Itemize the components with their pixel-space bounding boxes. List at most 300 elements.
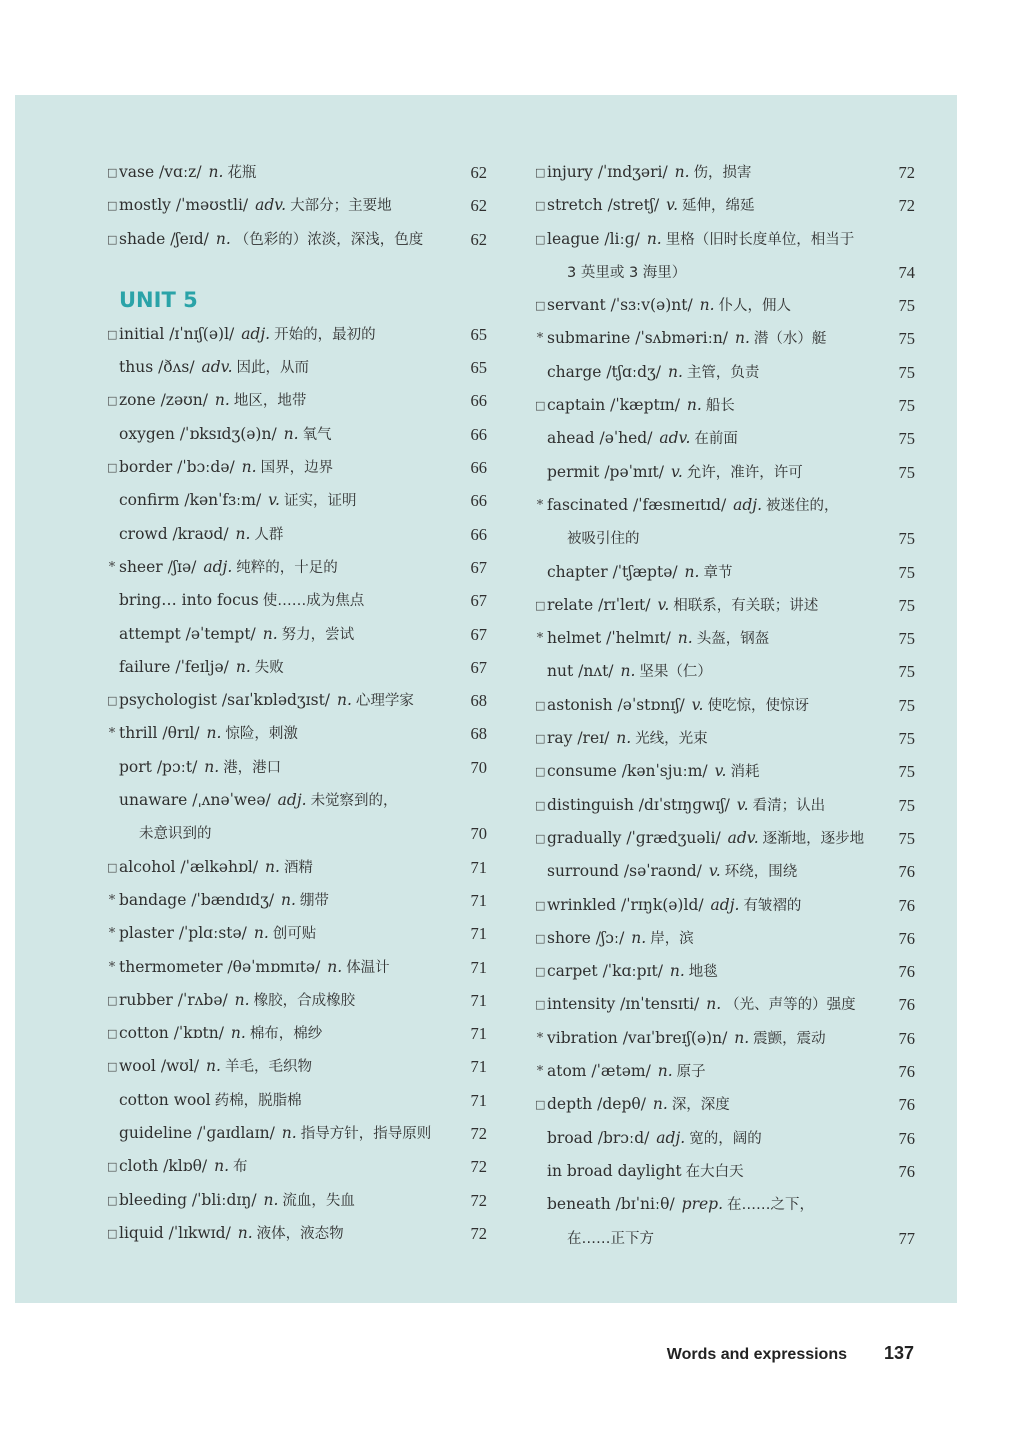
page-ref: 71 <box>470 1057 487 1077</box>
entry-text <box>119 584 447 618</box>
page-ref: 75 <box>898 362 915 382</box>
part-of-speech: adv. <box>255 196 287 215</box>
right-column <box>535 95 915 1255</box>
entry-text <box>135 817 447 851</box>
box-marker: □ <box>107 1027 118 1041</box>
page-ref: 75 <box>898 695 915 715</box>
vocab-entry <box>107 917 487 950</box>
part-of-speech: v. <box>691 695 704 714</box>
entry-text <box>119 351 447 385</box>
page-ref: 75 <box>898 396 915 416</box>
page-ref: 71 <box>470 957 487 977</box>
entry-text <box>119 1117 447 1151</box>
chinese-meaning: 液体，液态物 <box>256 1225 344 1242</box>
chinese-meaning: 酒精 <box>283 859 313 876</box>
chinese-meaning: 在……之下， <box>727 1197 815 1214</box>
chinese-meaning: 岸，滨 <box>650 930 694 947</box>
page-ref: 75 <box>898 296 915 316</box>
entry-text <box>119 951 447 985</box>
page-ref: 62 <box>470 196 487 216</box>
entry-text <box>547 622 875 656</box>
star-marker: * <box>536 497 544 513</box>
vocab-entry <box>535 189 915 222</box>
part-of-speech: v. <box>268 491 280 510</box>
chinese-meaning: 惊险，刺激 <box>225 726 298 743</box>
entry-text <box>547 722 875 756</box>
headword: oxygen /ˈɒksɪdʒ(ə)n/ <box>119 424 277 443</box>
entry-text <box>547 489 875 523</box>
part-of-speech: prep. <box>681 1195 724 1214</box>
page-ref: 76 <box>898 1095 915 1115</box>
box-marker: □ <box>107 1160 118 1174</box>
box-marker: □ <box>535 732 546 746</box>
part-of-speech: n. <box>206 724 222 743</box>
entry-text <box>119 751 447 785</box>
vocab-entry <box>107 156 487 189</box>
vocab-entry <box>535 755 915 788</box>
page-ref: 75 <box>898 462 915 482</box>
chinese-meaning: 绷带 <box>299 892 329 909</box>
box-marker: □ <box>535 965 546 979</box>
entry-text <box>547 922 875 956</box>
vocab-entry <box>107 751 487 784</box>
page-ref: 70 <box>470 757 487 777</box>
part-of-speech: n. <box>686 396 702 415</box>
headword: charge /tʃɑːdʒ/ <box>547 362 662 381</box>
chinese-meaning: 章节 <box>703 564 733 581</box>
headword: intensity /ɪnˈtensɪti/ <box>547 995 700 1014</box>
chinese-meaning: 氧气 <box>302 426 332 443</box>
headword: carpet /ˈkɑːpɪt/ <box>547 962 663 981</box>
box-marker: □ <box>535 765 546 779</box>
headword: initial /ɪˈnɪʃ(ə)l/ <box>119 324 235 343</box>
page-ref: 66 <box>470 424 487 444</box>
vocab-entry <box>535 789 915 822</box>
part-of-speech: n. <box>214 1157 230 1176</box>
vocab-entry <box>535 889 915 922</box>
vocab-entry <box>535 1122 915 1155</box>
part-of-speech: adj. <box>241 324 271 343</box>
part-of-speech: n. <box>265 857 280 876</box>
headword: bring… into focus <box>119 591 259 610</box>
entry-text <box>547 855 875 889</box>
part-of-speech: n. <box>235 657 251 676</box>
page-ref: 62 <box>470 229 487 249</box>
entry-text <box>119 784 447 818</box>
part-of-speech: n. <box>208 163 224 181</box>
vocab-entry <box>107 951 487 984</box>
entry-text <box>547 789 875 823</box>
headword: permit /pəˈmɪt/ <box>547 462 664 481</box>
page-ref: 76 <box>898 895 915 915</box>
headword: in broad daylight <box>547 1161 682 1180</box>
vocab-entry <box>535 1055 915 1088</box>
headword: guideline /ˈɡaɪdlaɪn/ <box>119 1124 275 1143</box>
chinese-meaning: 人群 <box>254 526 284 543</box>
chinese-meaning: 主管，负责 <box>686 364 760 381</box>
box-marker: □ <box>107 1193 118 1207</box>
page-ref: 72 <box>470 1157 487 1177</box>
page-ref: 76 <box>898 1128 915 1148</box>
headword: cotton /ˈkɒtn/ <box>119 1024 224 1043</box>
headword: alcohol /ˈælkəhɒl/ <box>119 857 259 876</box>
vocab-entry <box>107 1150 487 1183</box>
page-ref: 72 <box>898 196 915 216</box>
headword: wool /wʊl/ <box>119 1057 200 1076</box>
star-marker: * <box>536 331 544 347</box>
page-ref: 62 <box>470 163 487 182</box>
vocab-entry <box>535 922 915 955</box>
headword: relate /rɪˈleɪt/ <box>547 595 651 614</box>
vocab-entry <box>107 351 487 384</box>
vocab-entry <box>535 855 915 888</box>
entry-text <box>547 822 875 856</box>
chinese-meaning: 宽的，阔的 <box>689 1130 762 1147</box>
vocab-entry-continuation <box>535 1222 915 1255</box>
headword: bandage /ˈbændɪdʒ/ <box>119 890 275 909</box>
part-of-speech: n. <box>204 757 220 776</box>
vocab-entry <box>535 389 915 422</box>
headword: league /liːɡ/ <box>547 229 640 248</box>
headword: unaware /ˌʌnəˈweə/ <box>119 791 271 810</box>
headword: liquid /ˈlɪkwɪd/ <box>119 1223 231 1242</box>
headword: confirm /kənˈfɜːm/ <box>119 491 262 510</box>
page-ref: 71 <box>470 990 487 1010</box>
page-ref: 72 <box>470 1190 487 1210</box>
entry-text <box>119 189 447 223</box>
vocab-entry <box>535 356 915 389</box>
part-of-speech: adj. <box>656 1128 686 1147</box>
page-ref: 66 <box>470 524 487 544</box>
page-ref: 75 <box>898 629 915 649</box>
part-of-speech: n. <box>253 924 269 943</box>
star-marker: * <box>108 892 116 908</box>
vocabulary-panel <box>15 95 957 1303</box>
chinese-meaning: 流血，失血 <box>282 1192 355 1209</box>
page-ref: 72 <box>898 163 915 182</box>
page-ref: 71 <box>470 857 487 877</box>
vocab-entry <box>107 551 487 584</box>
chinese-meaning: 被迷住的， <box>766 497 839 514</box>
box-marker: □ <box>535 998 546 1012</box>
headword: port /pɔːt/ <box>119 757 198 776</box>
part-of-speech: n. <box>657 1062 673 1081</box>
entry-text <box>119 684 447 718</box>
box-marker: □ <box>535 698 546 712</box>
vocab-entry <box>107 1184 487 1217</box>
entry-text <box>119 1184 447 1218</box>
page-ref: 75 <box>898 795 915 815</box>
chinese-meaning: 花瓶 <box>227 165 257 181</box>
vocab-entry <box>107 451 487 484</box>
vocab-entry <box>107 484 487 517</box>
chinese-meaning: 开始的，最初的 <box>274 326 376 343</box>
entry-text <box>547 589 875 623</box>
headword: plaster /ˈplɑːstə/ <box>119 924 247 943</box>
part-of-speech: n. <box>214 391 230 410</box>
page-ref: 76 <box>898 1062 915 1082</box>
headword: captain /ˈkæptɪn/ <box>547 396 680 415</box>
entry-text <box>547 422 875 456</box>
vocab-entry <box>107 784 487 817</box>
headword: injury /ˈɪndʒəri/ <box>547 163 668 181</box>
chinese-meaning: 船长 <box>705 398 735 415</box>
box-marker: □ <box>107 394 118 408</box>
headword: beneath /bɪˈniːθ/ <box>547 1195 675 1214</box>
star-marker: * <box>108 559 116 575</box>
chinese-meaning: 有皱褶的 <box>743 897 802 914</box>
entry-text <box>547 655 875 689</box>
vocab-entry <box>535 1022 915 1055</box>
part-of-speech: adv. <box>201 358 233 377</box>
entry-text <box>547 1022 875 1056</box>
chinese-meaning: 证实，证明 <box>283 493 357 510</box>
chinese-meaning: 里格（旧时长度单位，相当于 <box>665 231 855 248</box>
page-ref: 75 <box>898 729 915 749</box>
chinese-meaning: 努力，尝试 <box>281 626 355 643</box>
chinese-meaning: 逐渐地，逐步地 <box>762 830 865 847</box>
chinese-meaning: 仆人，佣人 <box>718 298 792 315</box>
box-marker: □ <box>107 461 118 475</box>
part-of-speech: n. <box>230 1024 246 1043</box>
chinese-meaning: 羊毛，毛织物 <box>224 1059 312 1076</box>
vocab-entry-continuation <box>107 817 487 850</box>
box-marker: □ <box>535 898 546 912</box>
page-ref: 67 <box>470 557 487 577</box>
headword: crowd /kraʊd/ <box>119 524 229 543</box>
box-marker: □ <box>535 166 546 179</box>
part-of-speech: adv. <box>727 828 759 847</box>
entry-text <box>547 289 875 323</box>
headword: surround /səˈraʊnd/ <box>547 862 702 881</box>
part-of-speech: n. <box>262 624 278 643</box>
page-ref: 77 <box>898 1228 915 1248</box>
part-of-speech: n. <box>706 995 722 1014</box>
vocab-entry <box>535 1188 915 1221</box>
chinese-meaning: 在……正下方 <box>567 1230 654 1247</box>
entry-text <box>547 1155 875 1189</box>
entry-text <box>119 318 447 352</box>
entry-text <box>119 484 447 518</box>
page-footer <box>0 1343 1022 1373</box>
entry-text <box>119 651 447 685</box>
entry-text <box>119 851 447 885</box>
chinese-meaning: 环绕，围绕 <box>724 864 798 881</box>
part-of-speech: n. <box>677 629 693 648</box>
headword: cotton wool <box>119 1090 211 1109</box>
headword: rubber /ˈrʌbə/ <box>119 990 228 1009</box>
headword: shore /ʃɔː/ <box>547 928 625 947</box>
box-marker: □ <box>107 327 118 341</box>
page-ref: 75 <box>898 329 915 349</box>
headword: atom /ˈætəm/ <box>547 1062 651 1081</box>
box-marker: □ <box>107 166 118 179</box>
part-of-speech: n. <box>669 962 685 981</box>
part-of-speech: n. <box>684 562 700 581</box>
chinese-meaning: 消耗 <box>730 764 760 781</box>
entry-text <box>547 988 875 1022</box>
box-marker: □ <box>107 860 118 874</box>
page-ref: 76 <box>898 928 915 948</box>
vocab-entry <box>107 684 487 717</box>
box-marker: □ <box>535 399 546 413</box>
chinese-meaning: 失败 <box>254 659 284 676</box>
chinese-meaning: 看清；认出 <box>752 797 826 814</box>
box-marker: □ <box>535 299 546 313</box>
headword: mostly /ˈməʊstli/ <box>119 196 249 215</box>
page-ref: 75 <box>898 662 915 682</box>
entry-text <box>547 189 875 223</box>
vocab-entry <box>107 1084 487 1117</box>
vocab-entry <box>535 622 915 655</box>
vocab-entry <box>535 722 915 755</box>
page-ref: 65 <box>470 358 487 378</box>
headword: border /ˈbɔːdə/ <box>119 458 235 477</box>
page-ref: 75 <box>898 762 915 782</box>
chinese-meaning: 指导方针，指导原则 <box>300 1126 432 1143</box>
box-marker: □ <box>107 232 118 246</box>
entry-text <box>119 618 447 652</box>
chinese-meaning: 使吃惊，使惊讶 <box>707 697 809 714</box>
page-ref: 68 <box>470 724 487 744</box>
entry-text <box>119 551 447 585</box>
chinese-meaning: 相联系，有关联；讲述 <box>673 597 819 614</box>
chinese-meaning: 心理学家 <box>355 693 414 710</box>
headword: cloth /klɒθ/ <box>119 1157 208 1176</box>
part-of-speech: n. <box>281 890 296 909</box>
chinese-meaning: （光、声等的）强度 <box>725 997 856 1014</box>
vocab-entry <box>107 223 487 256</box>
page-number: 137 <box>883 1343 914 1363</box>
chinese-meaning: 港，港口 <box>223 759 282 776</box>
star-marker: * <box>536 1030 544 1046</box>
headword: attempt /əˈtempt/ <box>119 624 256 643</box>
part-of-speech: n. <box>206 1057 221 1076</box>
vocab-entry <box>535 822 915 855</box>
headword: zone /zəʊn/ <box>119 391 208 410</box>
vocab-entry <box>535 589 915 622</box>
box-marker: □ <box>535 1098 546 1112</box>
page-ref: 71 <box>470 1024 487 1044</box>
headword: psychologist /saɪˈkɒlədʒɪst/ <box>119 691 331 710</box>
headword: gradually /ˈɡrædʒuəli/ <box>547 828 721 847</box>
vocab-entry <box>535 556 915 589</box>
chinese-meaning: 在大白天 <box>685 1163 744 1180</box>
page-ref: 67 <box>470 591 487 611</box>
left-column <box>107 95 487 1250</box>
part-of-speech: n. <box>263 1190 279 1209</box>
entry-text <box>119 223 447 257</box>
headword: broad /brɔːd/ <box>547 1128 650 1147</box>
part-of-speech: n. <box>734 329 750 348</box>
vocab-entry <box>107 189 487 222</box>
entry-text <box>119 1217 447 1251</box>
entry-text <box>547 1088 875 1122</box>
entry-text <box>119 717 447 751</box>
chinese-meaning: 原子 <box>676 1064 706 1081</box>
vocab-entry <box>107 584 487 617</box>
page-ref: 75 <box>898 429 915 449</box>
headword: ray /reɪ/ <box>547 729 610 748</box>
part-of-speech: n. <box>241 458 257 477</box>
chinese-meaning: 纯粹的，十足的 <box>236 559 338 576</box>
page-ref: 76 <box>898 995 915 1015</box>
chinese-meaning: 橡胶，合成橡胶 <box>253 992 356 1009</box>
entry-text <box>547 156 875 190</box>
part-of-speech: n. <box>283 424 299 443</box>
part-of-speech: n. <box>616 729 632 748</box>
entry-text <box>119 1150 447 1184</box>
box-marker: □ <box>107 1226 118 1240</box>
page-ref: 76 <box>898 1028 915 1048</box>
vocab-entry <box>535 1088 915 1121</box>
chinese-meaning: 使……成为焦点 <box>262 593 365 610</box>
entry-text <box>547 689 875 723</box>
chinese-meaning: 坚果（仁） <box>639 664 712 681</box>
entry-text <box>563 256 875 290</box>
entry-text <box>547 1122 875 1156</box>
star-marker: * <box>108 926 116 942</box>
box-marker: □ <box>107 694 118 708</box>
headword: thus /ðʌs/ <box>119 358 195 377</box>
vocab-entry <box>107 384 487 417</box>
headword: shade /ʃeɪd/ <box>119 229 209 248</box>
headword: vibration /vaɪˈbreɪʃ(ə)n/ <box>547 1028 728 1047</box>
chinese-meaning: 3 英里或 3 海里） <box>567 264 687 281</box>
entry-text <box>547 356 875 390</box>
page-ref: 71 <box>470 890 487 910</box>
star-marker: * <box>536 631 544 647</box>
entry-text <box>547 322 875 356</box>
chinese-meaning: 头盔，钢盔 <box>696 631 770 648</box>
page-ref: 76 <box>898 862 915 882</box>
box-marker: □ <box>535 931 546 945</box>
part-of-speech: adj. <box>277 791 307 810</box>
chinese-meaning: 被吸引住的 <box>567 531 640 548</box>
headword: submarine /ˈsʌbməriːn/ <box>547 329 729 348</box>
headword: depth /depθ/ <box>547 1095 646 1114</box>
vocab-entry <box>107 651 487 684</box>
headword: bleeding /ˈbliːdɪŋ/ <box>119 1190 257 1209</box>
page-ref: 75 <box>898 562 915 582</box>
page-ref: 76 <box>898 1161 915 1181</box>
vocab-entry-continuation <box>535 256 915 289</box>
vocab-entry <box>535 156 915 189</box>
headword: sheer /ʃɪə/ <box>119 557 197 576</box>
headword: vase /vɑːz/ <box>119 163 202 181</box>
entry-text <box>547 223 875 257</box>
entry-text <box>547 1055 875 1089</box>
part-of-speech: v. <box>657 595 670 614</box>
chinese-meaning: 震颤，震动 <box>753 1030 826 1047</box>
box-marker: □ <box>535 598 546 612</box>
vocab-entry <box>535 223 915 256</box>
part-of-speech: adj. <box>203 557 233 576</box>
chinese-meaning: 深，深度 <box>671 1097 730 1114</box>
part-of-speech: v. <box>670 462 683 481</box>
part-of-speech: n. <box>620 662 636 681</box>
vocab-entry <box>535 456 915 489</box>
part-of-speech: n. <box>234 990 250 1009</box>
vocab-entry <box>107 518 487 551</box>
chinese-meaning: 伤，损害 <box>693 165 752 181</box>
part-of-speech: n. <box>734 1028 750 1047</box>
entry-text <box>119 884 447 918</box>
chinese-meaning: 在前面 <box>694 431 738 448</box>
part-of-speech: n. <box>667 362 683 381</box>
part-of-speech: adj. <box>733 495 763 514</box>
box-marker: □ <box>535 831 546 845</box>
